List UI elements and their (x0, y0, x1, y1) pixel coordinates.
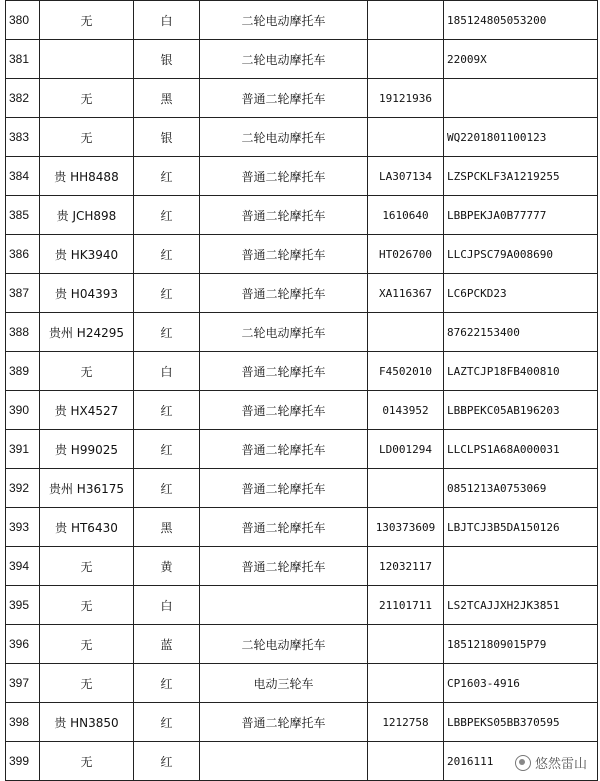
cell-number: 399 (6, 742, 40, 781)
cell-vehicle-type: 二轮电动摩托车 (200, 1, 368, 40)
cell-color: 红 (134, 430, 200, 469)
cell-number: 398 (6, 703, 40, 742)
table-row (6, 625, 598, 664)
cell-vin: LZSPCKLF3A1219255 (444, 157, 598, 196)
cell-color: 红 (134, 469, 200, 508)
cell-number: 396 (6, 625, 40, 664)
cell-plate: 无 (40, 118, 134, 157)
cell-engine-number: 19121936 (368, 79, 444, 118)
cell-number: 383 (6, 118, 40, 157)
table-row (6, 352, 598, 391)
cell-plate: 无 (40, 1, 134, 40)
cell-vin: LLCJPSC79A008690 (444, 235, 598, 274)
cell-vehicle-type (200, 742, 368, 781)
cell-color: 银 (134, 118, 200, 157)
cell-vehicle-type: 普通二轮摩托车 (200, 508, 368, 547)
cell-plate: 贵 HX4527 (40, 391, 134, 430)
cell-vehicle-type: 普通二轮摩托车 (200, 79, 368, 118)
cell-color: 红 (134, 313, 200, 352)
cell-number: 397 (6, 664, 40, 703)
cell-color: 白 (134, 352, 200, 391)
cell-plate (40, 40, 134, 79)
cell-engine-number: 1212758 (368, 703, 444, 742)
cell-vehicle-type: 二轮电动摩托车 (200, 40, 368, 79)
cell-engine-number (368, 469, 444, 508)
cell-plate: 无 (40, 742, 134, 781)
cell-vehicle-type: 普通二轮摩托车 (200, 469, 368, 508)
wechat-logo-icon (515, 755, 531, 771)
table-row (6, 430, 598, 469)
cell-number: 390 (6, 391, 40, 430)
cell-plate: 贵 HN3850 (40, 703, 134, 742)
cell-vehicle-type: 普通二轮摩托车 (200, 391, 368, 430)
cell-plate: 无 (40, 625, 134, 664)
cell-engine-number (368, 313, 444, 352)
cell-vehicle-type: 二轮电动摩托车 (200, 118, 368, 157)
cell-number: 389 (6, 352, 40, 391)
cell-vin: WQ2201801100123 (444, 118, 598, 157)
table-row (6, 274, 598, 313)
table-row (6, 391, 598, 430)
cell-engine-number: LD001294 (368, 430, 444, 469)
cell-plate: 贵 H04393 (40, 274, 134, 313)
cell-engine-number: XA116367 (368, 274, 444, 313)
table-row (6, 1, 598, 40)
cell-vin: LAZTCJP18FB400810 (444, 352, 598, 391)
cell-vin: 185124805053200 (444, 1, 598, 40)
cell-number: 394 (6, 547, 40, 586)
cell-plate: 无 (40, 79, 134, 118)
cell-plate: 贵 HH8488 (40, 157, 134, 196)
cell-plate: 贵 HK3940 (40, 235, 134, 274)
cell-color: 红 (134, 196, 200, 235)
cell-vehicle-type: 普通二轮摩托车 (200, 235, 368, 274)
cell-vin (444, 547, 598, 586)
cell-engine-number: 1610640 (368, 196, 444, 235)
cell-number: 392 (6, 469, 40, 508)
table-row (6, 196, 598, 235)
cell-color: 黑 (134, 79, 200, 118)
cell-engine-number: 12032117 (368, 547, 444, 586)
table-row (6, 586, 598, 625)
cell-color: 红 (134, 391, 200, 430)
cell-vin: 185121809015P79 (444, 625, 598, 664)
table-row (6, 157, 598, 196)
cell-color: 白 (134, 586, 200, 625)
table-row (6, 40, 598, 79)
cell-plate: 贵 JCH898 (40, 196, 134, 235)
cell-vin: LLCLPS1A68A000031 (444, 430, 598, 469)
cell-number: 382 (6, 79, 40, 118)
cell-number: 386 (6, 235, 40, 274)
cell-vin: 87622153400 (444, 313, 598, 352)
cell-vin: LBBPEKS05BB370595 (444, 703, 598, 742)
cell-color: 红 (134, 157, 200, 196)
cell-vehicle-type: 二轮电动摩托车 (200, 625, 368, 664)
cell-vehicle-type: 电动三轮车 (200, 664, 368, 703)
cell-vin: LS2TCAJJXH2JK3851 (444, 586, 598, 625)
cell-plate: 贵州 H24295 (40, 313, 134, 352)
cell-vehicle-type (200, 586, 368, 625)
cell-plate: 无 (40, 547, 134, 586)
cell-vehicle-type: 普通二轮摩托车 (200, 352, 368, 391)
cell-number: 380 (6, 1, 40, 40)
cell-plate: 无 (40, 586, 134, 625)
cell-plate: 无 (40, 664, 134, 703)
cell-color: 红 (134, 703, 200, 742)
cell-engine-number (368, 40, 444, 79)
cell-vin: CP1603-4916 (444, 664, 598, 703)
watermark (512, 752, 590, 773)
cell-color: 红 (134, 664, 200, 703)
cell-engine-number (368, 664, 444, 703)
cell-vin: 0851213A0753069 (444, 469, 598, 508)
cell-engine-number: LA307134 (368, 157, 444, 196)
cell-number: 388 (6, 313, 40, 352)
cell-vin: 2016111 (444, 742, 598, 781)
table-row (6, 313, 598, 352)
cell-vin: LBBPEKJA0B77777 (444, 196, 598, 235)
cell-color: 银 (134, 40, 200, 79)
cell-color: 蓝 (134, 625, 200, 664)
cell-plate: 贵 H99025 (40, 430, 134, 469)
table-row (6, 235, 598, 274)
table-row (6, 118, 598, 157)
cell-engine-number: 21101711 (368, 586, 444, 625)
table-row (6, 742, 598, 781)
cell-vin: LBBPEKC05AB196203 (444, 391, 598, 430)
watermark-text: 悠然雷山 (534, 757, 587, 772)
cell-engine-number: 0143952 (368, 391, 444, 430)
table-row (6, 664, 598, 703)
cell-engine-number (368, 118, 444, 157)
cell-number: 381 (6, 40, 40, 79)
cell-number: 393 (6, 508, 40, 547)
table-row (6, 547, 598, 586)
cell-vehicle-type: 普通二轮摩托车 (200, 703, 368, 742)
cell-vin: 22009X (444, 40, 598, 79)
table-row (6, 469, 598, 508)
cell-engine-number: HT026700 (368, 235, 444, 274)
cell-vehicle-type: 普通二轮摩托车 (200, 274, 368, 313)
cell-plate: 贵州 H36175 (40, 469, 134, 508)
cell-vehicle-type: 普通二轮摩托车 (200, 196, 368, 235)
cell-color: 红 (134, 235, 200, 274)
cell-engine-number: F4502010 (368, 352, 444, 391)
cell-plate: 贵 HT6430 (40, 508, 134, 547)
cell-color: 白 (134, 1, 200, 40)
cell-engine-number (368, 625, 444, 664)
vehicle-table (5, 0, 598, 781)
cell-vin (444, 79, 598, 118)
cell-color: 黄 (134, 547, 200, 586)
cell-vehicle-type: 二轮电动摩托车 (200, 313, 368, 352)
cell-color: 红 (134, 742, 200, 781)
cell-color: 黑 (134, 508, 200, 547)
cell-engine-number (368, 1, 444, 40)
table-row (6, 508, 598, 547)
cell-number: 395 (6, 586, 40, 625)
cell-vin: LBJTCJ3B5DA150126 (444, 508, 598, 547)
cell-number: 387 (6, 274, 40, 313)
cell-number: 391 (6, 430, 40, 469)
cell-engine-number (368, 742, 444, 781)
cell-plate: 无 (40, 352, 134, 391)
cell-number: 384 (6, 157, 40, 196)
vehicle-table-body (6, 1, 598, 781)
table-row (6, 79, 598, 118)
cell-vehicle-type: 普通二轮摩托车 (200, 430, 368, 469)
table-row (6, 703, 598, 742)
cell-engine-number: 130373609 (368, 508, 444, 547)
cell-number: 385 (6, 196, 40, 235)
cell-vin: LC6PCKD23 (444, 274, 598, 313)
cell-vehicle-type: 普通二轮摩托车 (200, 547, 368, 586)
cell-color: 红 (134, 274, 200, 313)
cell-vehicle-type: 普通二轮摩托车 (200, 157, 368, 196)
